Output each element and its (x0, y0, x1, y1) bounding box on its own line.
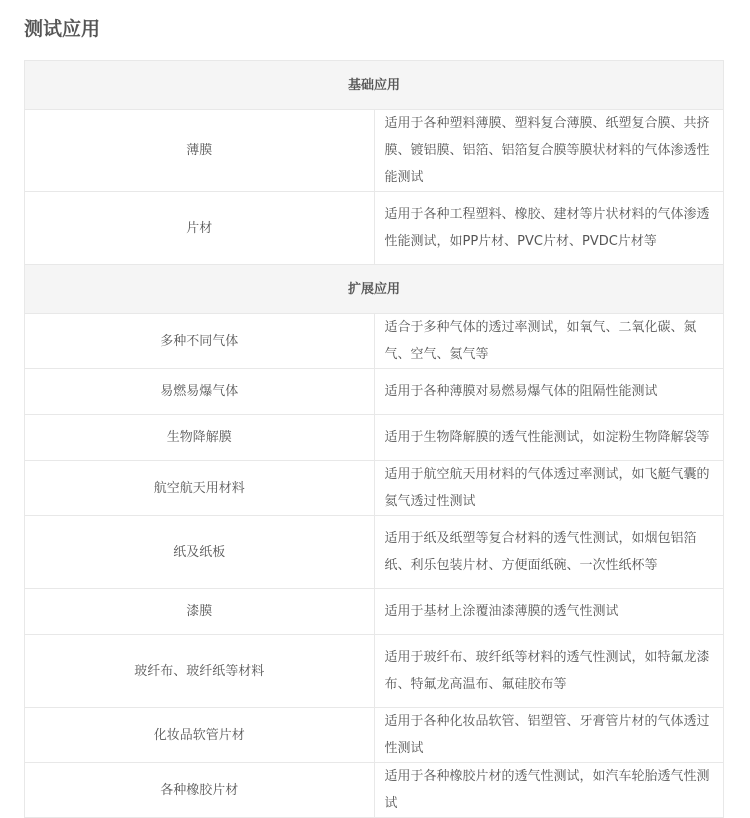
category-cell: 生物降解膜 (25, 415, 375, 461)
description-cell: 适用于纸及纸塑等复合材料的透气性测试，如烟包铝箔纸、利乐包装片材、方便面纸碗、一次性纸杯等 (374, 516, 724, 589)
applications-table (24, 60, 724, 818)
description-cell: 适用于生物降解膜的透气性能测试，如淀粉生物降解袋等 (374, 415, 724, 461)
category-cell: 漆膜 (25, 589, 375, 635)
description-cell: 适用于各种薄膜对易燃易爆气体的阻隔性能测试 (374, 369, 724, 415)
table-row (25, 314, 724, 369)
table-row (25, 461, 724, 516)
table-row (25, 635, 724, 708)
category-cell: 多种不同气体 (25, 314, 375, 369)
description-cell: 适用于各种工程塑料、橡胶、建材等片状材料的气体渗透性能测试，如PP片材、PVC片材、PVDC片材等 (374, 192, 724, 265)
table-row (25, 708, 724, 763)
section-header-label: 扩展应用 (25, 265, 724, 314)
description-cell: 适用于各种塑料薄膜、塑料复合薄膜、纸塑复合膜、共挤膜、镀铝膜、铝箔、铝箔复合膜等膜状材料的气体渗透性能测试 (374, 110, 724, 192)
category-cell: 航空航天用材料 (25, 461, 375, 516)
section-header-extended (25, 265, 724, 314)
table-row (25, 415, 724, 461)
category-cell: 化妆品软管片材 (25, 708, 375, 763)
table-row (25, 763, 724, 818)
table-row (25, 110, 724, 192)
description-cell: 适合于多种气体的透过率测试，如氧气、二氧化碳、氮气、空气、氦气等 (374, 314, 724, 369)
description-cell: 适用于各种化妆品软管、铝塑管、牙膏管片材的气体透过性测试 (374, 708, 724, 763)
table-row (25, 516, 724, 589)
table-row (25, 369, 724, 415)
description-cell: 适用于各种橡胶片材的透气性测试，如汽车轮胎透气性测试 (374, 763, 724, 818)
category-cell: 纸及纸板 (25, 516, 375, 589)
table-row (25, 589, 724, 635)
section-header-label: 基础应用 (25, 61, 724, 110)
category-cell: 片材 (25, 192, 375, 265)
category-cell: 薄膜 (25, 110, 375, 192)
section-header-basic (25, 61, 724, 110)
description-cell: 适用于基材上涂覆油漆薄膜的透气性测试 (374, 589, 724, 635)
table-row (25, 192, 724, 265)
category-cell: 各种橡胶片材 (25, 763, 375, 818)
description-cell: 适用于玻纤布、玻纤纸等材料的透气性测试，如特氟龙漆布、特氟龙高温布、氟硅胶布等 (374, 635, 724, 708)
category-cell: 易燃易爆气体 (25, 369, 375, 415)
page-title: 测试应用 (24, 18, 101, 40)
category-cell: 玻纤布、玻纤纸等材料 (25, 635, 375, 708)
description-cell: 适用于航空航天用材料的气体透过率测试，如飞艇气囊的氦气透过性测试 (374, 461, 724, 516)
